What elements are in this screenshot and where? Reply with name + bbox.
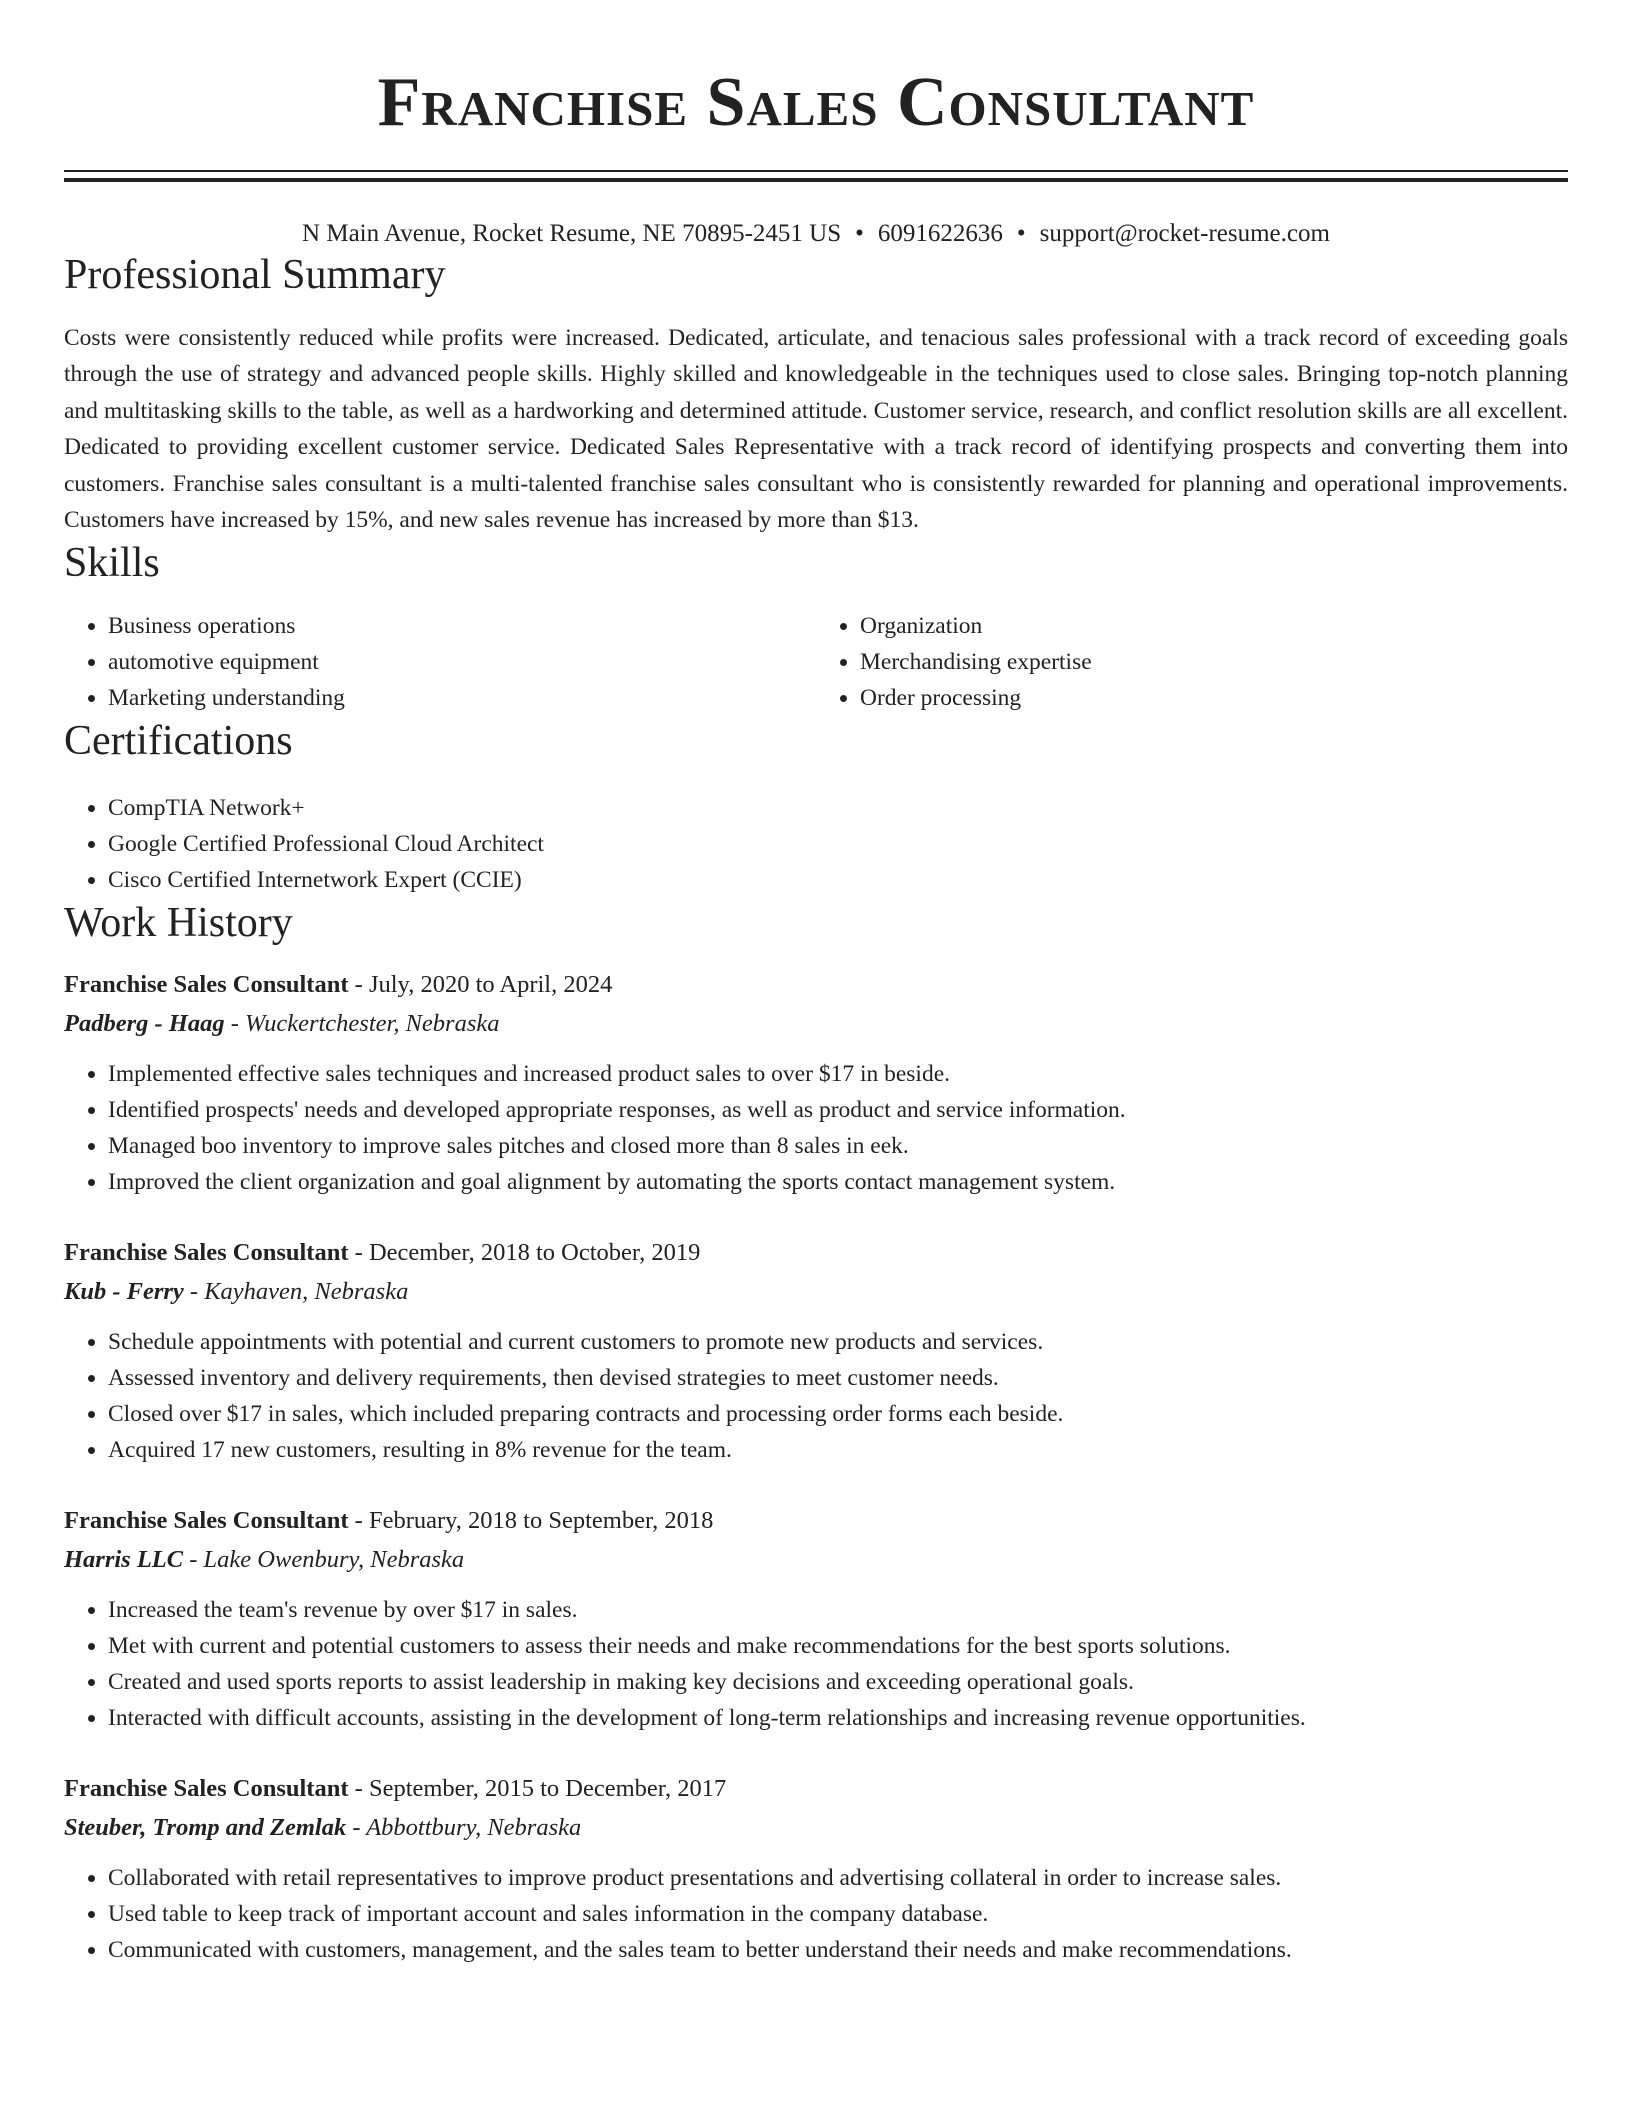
summary-text: Costs were consistently reduced while profits were increased. Dedicated, articulate, and tenacious sales professional with a track record of exceeding goals through the use of strategy and advanced people skills. Highly skilled and knowledgeable in the techniques used to close sales. Bringing top-notch planning and multitasking skills to the table, as well as a hardworking and determined attitude. Customer service, research, and conflict resolution skills are all excellent. Dedicated to providing excellent customer service. Dedicated Sales Representative with a track record of identifying prospects and converting them into customers. Franchise sales consultant is a multi-talented franchise sales consultant who is consistently rewarded for planning and operational improvements. Customers have increased by 15%, and new sales revenue has increased by more than $13. (64, 325, 1568, 534)
contact-address: N Main Avenue, Rocket Resume, NE 70895-2451 US (302, 220, 842, 247)
job-entry (64, 1234, 1568, 1468)
job-dates: December, 2018 to October, 2019 (368, 1239, 701, 1267)
job-employer (64, 1808, 1568, 1848)
job-role: Franchise Sales Consultant (64, 1775, 349, 1803)
skills-list-right (816, 608, 1568, 716)
job-dash: - (189, 1546, 198, 1574)
job-bullet: • Closed over $17 in sales, which included preparing contracts and processing order forms each beside. (108, 1396, 1568, 1432)
job-company: Harris LLC (64, 1546, 184, 1574)
skills-heading: Skills (64, 540, 160, 587)
skill-item: • Merchandising expertise (860, 644, 1568, 680)
skill-item: • Marketing understanding (108, 680, 816, 716)
skills-list-left (64, 608, 816, 716)
job-bullet: • Communicated with customers, management, and the sales team to better understand their needs and make recommendations. (108, 1932, 1568, 1968)
job-bullet: • Implemented effective sales techniques and increased product sales to over $17 in beside. (108, 1056, 1568, 1092)
job-header (64, 1502, 1568, 1540)
job-location: Lake Owenbury, Nebraska (203, 1546, 465, 1574)
job-employer (64, 1272, 1568, 1312)
contact-line (64, 218, 1568, 250)
job-company: Steuber, Tromp and Zemlak (64, 1814, 347, 1842)
job-bullets (64, 1860, 1568, 1968)
job-employer (64, 1540, 1568, 1580)
job-dash: - (354, 1239, 363, 1267)
job-bullets (64, 1592, 1568, 1736)
job-dash: - (354, 971, 363, 999)
job-bullet: • Interacted with difficult accounts, assisting in the development of long-term relationships and increasing revenue opportunities. (108, 1700, 1568, 1736)
job-dash: - (230, 1010, 239, 1038)
header-rule-thick (64, 178, 1568, 182)
job-bullet: • Assessed inventory and delivery requirements, then devised strategies to meet customer needs. (108, 1360, 1568, 1396)
job-dates: July, 2020 to April, 2024 (368, 971, 613, 999)
job-dash: - (189, 1278, 199, 1306)
contact-separator: • (855, 220, 864, 247)
job-bullets (64, 1056, 1568, 1200)
job-bullet: • Collaborated with retail representatives to improve product presentations and advertising collateral in order to increase sales. (108, 1860, 1568, 1896)
job-bullets (64, 1324, 1568, 1468)
job-bullet: • Identified prospects' needs and developed appropriate responses, as well as product and service information. (108, 1092, 1568, 1128)
certification-item: • Google Certified Professional Cloud Architect (108, 826, 1568, 862)
job-location: Abbottbury, Nebraska (366, 1814, 582, 1842)
job-header (64, 1770, 1568, 1808)
certifications-heading: Certifications (64, 718, 293, 765)
certifications-list (64, 790, 1568, 898)
job-role: Franchise Sales Consultant (64, 1239, 349, 1267)
job-dash: - (352, 1814, 361, 1842)
job-header (64, 966, 1568, 1004)
job-bullet: • Improved the client organization and goal alignment by automating the sports contact management system. (108, 1164, 1568, 1200)
job-entry (64, 966, 1568, 1200)
job-role: Franchise Sales Consultant (64, 1507, 349, 1535)
job-bullet: • Acquired 17 new customers, resulting in 8% revenue for the team. (108, 1432, 1568, 1468)
job-entry (64, 1770, 1568, 1968)
job-location: Kayhaven, Nebraska (204, 1278, 409, 1306)
job-dates: September, 2015 to December, 2017 (368, 1775, 727, 1803)
job-bullet: • Managed boo inventory to improve sales pitches and closed more than 8 sales in eek. (108, 1128, 1568, 1164)
job-entry (64, 1502, 1568, 1736)
job-company: Padberg - Haag (64, 1010, 225, 1038)
job-employer (64, 1004, 1568, 1044)
resume-name: Franchise Sales Consultant (377, 64, 1255, 141)
job-dates: February, 2018 to September, 2018 (368, 1507, 714, 1535)
certification-item: • Cisco Certified Internetwork Expert (CCIE) (108, 862, 1568, 898)
skills-grid (64, 608, 1568, 716)
contact-phone: 6091622636 (877, 220, 1003, 247)
job-dash: - (354, 1775, 363, 1803)
contact-separator: • (1016, 220, 1026, 247)
job-dash: - (354, 1507, 363, 1535)
skill-item: • automotive equipment (108, 644, 816, 680)
job-bullet: • Met with current and potential customers to assess their needs and make recommendations for the best sports solutions. (108, 1628, 1568, 1664)
contact-email: support@rocket-resume.com (1039, 220, 1330, 247)
certification-item: • CompTIA Network+ (108, 790, 1568, 826)
job-bullet: • Schedule appointments with potential and current customers to promote new products and services. (108, 1324, 1568, 1360)
job-role: Franchise Sales Consultant (64, 971, 349, 999)
skill-item: • Organization (860, 608, 1568, 644)
job-company: Kub - Ferry (64, 1278, 184, 1306)
job-location: Wuckertchester, Nebraska (245, 1010, 500, 1038)
summary-heading: Professional Summary (64, 252, 446, 298)
job-bullet: • Created and used sports reports to assist leadership in making key decisions and exceeding operational goals. (108, 1664, 1568, 1700)
job-bullet: • Increased the team's revenue by over $17 in sales. (108, 1592, 1568, 1628)
work-history-heading: Work History (64, 900, 293, 947)
skill-item: • Business operations (108, 608, 816, 644)
job-bullet: • Used table to keep track of important account and sales information in the company database. (108, 1896, 1568, 1932)
skill-item: • Order processing (860, 680, 1568, 716)
job-header (64, 1234, 1568, 1272)
header-rule-thin (64, 170, 1568, 172)
